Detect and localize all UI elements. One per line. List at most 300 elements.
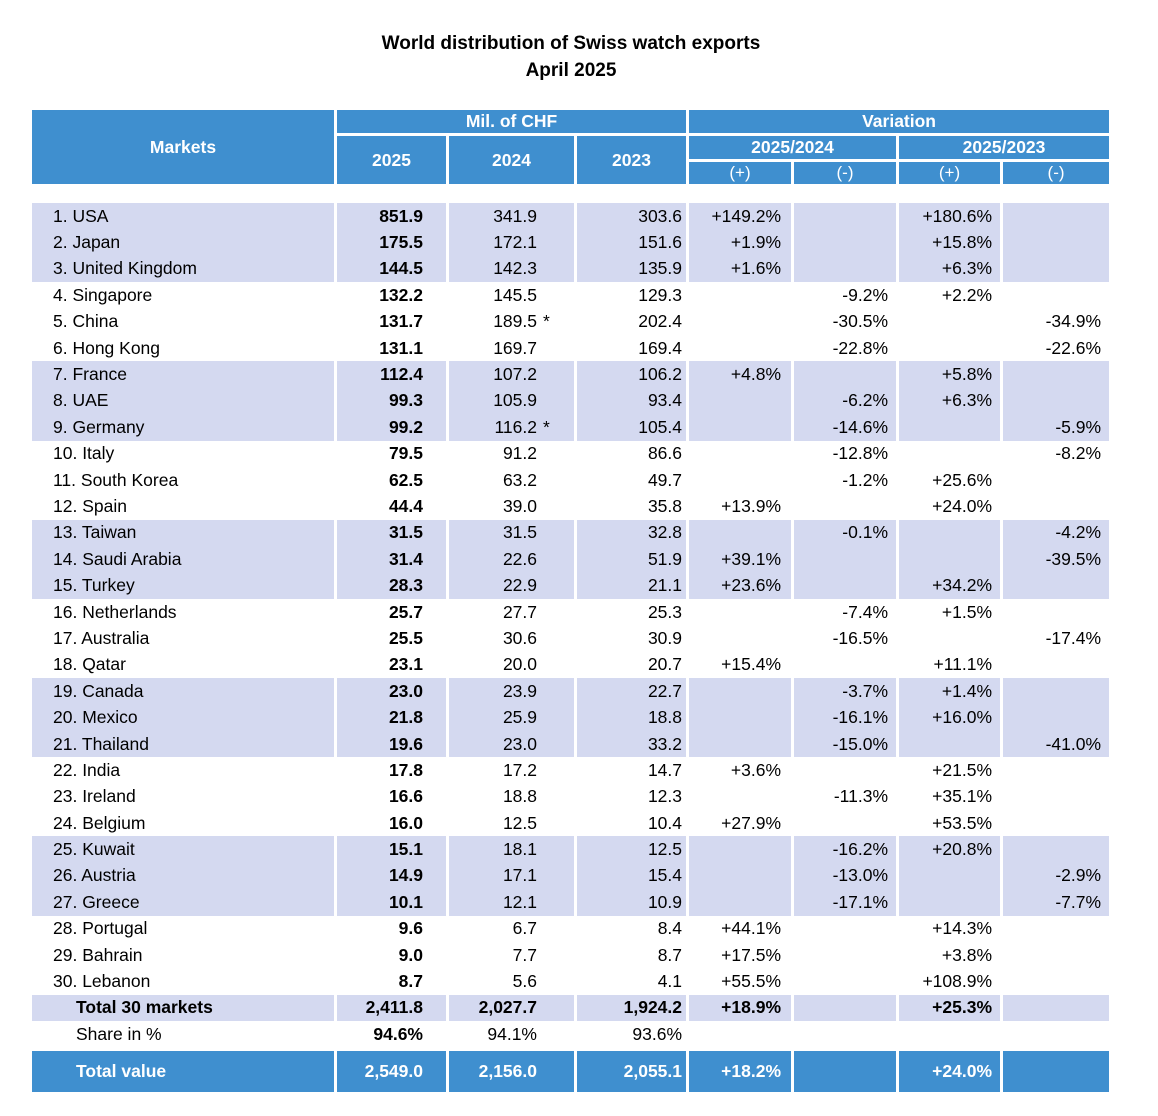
var-2023-minus	[1003, 256, 1109, 282]
var-2023-minus	[1003, 361, 1109, 387]
var-2024-minus	[794, 916, 899, 942]
share-row	[32, 1021, 1109, 1047]
value-2023: 169.4	[577, 335, 689, 361]
value-2024	[449, 889, 577, 915]
var-2024-minus: -6.2%	[794, 388, 899, 414]
value-2024-number: 12.5	[502, 812, 537, 833]
var-2024-plus	[689, 335, 794, 361]
table-row	[32, 309, 1109, 335]
var-2023-minus: -39.5%	[1003, 546, 1109, 572]
market-name: 25. Kuwait	[32, 836, 337, 862]
table-row	[32, 546, 1109, 572]
var-2023-minus	[1003, 467, 1109, 493]
value-2023: 86.6	[577, 441, 689, 467]
total-30-label: Total 30 markets	[32, 995, 337, 1021]
value-2025: 21.8	[337, 704, 449, 730]
market-name: 5. China	[32, 309, 337, 335]
value-2025: 16.6	[337, 784, 449, 810]
exports-table	[32, 110, 1109, 1092]
share-2023: 93.6%	[577, 1021, 689, 1047]
value-2025: 9.0	[337, 942, 449, 968]
var-2024-minus: -0.1%	[794, 520, 899, 546]
value-2023: 93.4	[577, 388, 689, 414]
value-2024	[449, 520, 577, 546]
value-2024	[449, 546, 577, 572]
header-var-2025-2024: 2025/2024	[689, 136, 899, 162]
var-2023-plus: +180.6%	[899, 203, 1003, 229]
var-2023-minus	[1003, 572, 1109, 598]
value-2023: 10.4	[577, 810, 689, 836]
header-minus-2024: (-)	[794, 162, 899, 187]
value-2024	[449, 942, 577, 968]
value-2025: 44.4	[337, 493, 449, 519]
value-2023: 10.9	[577, 889, 689, 915]
value-2024	[449, 599, 577, 625]
value-2025: 14.9	[337, 863, 449, 889]
value-2024-number: 22.9	[502, 575, 537, 596]
value-2025: 112.4	[337, 361, 449, 387]
var-2024-minus: -12.8%	[794, 441, 899, 467]
var-2024-minus	[794, 546, 899, 572]
header-mil-chf: Mil. of CHF	[337, 110, 689, 136]
var-2024-plus: +44.1%	[689, 916, 794, 942]
value-2023: 8.7	[577, 942, 689, 968]
total-30-var-2023-minus	[1003, 995, 1109, 1021]
value-2023: 49.7	[577, 467, 689, 493]
var-2023-minus: -41.0%	[1003, 731, 1109, 757]
var-2024-plus: +13.9%	[689, 493, 794, 519]
value-2024	[449, 704, 577, 730]
value-2023: 8.4	[577, 916, 689, 942]
total-30-2023: 1,924.2	[577, 995, 689, 1021]
table-row	[32, 599, 1109, 625]
value-2025: 9.6	[337, 916, 449, 942]
share-var-2023-plus	[899, 1021, 1003, 1047]
var-2024-plus	[689, 784, 794, 810]
var-2023-plus: +21.5%	[899, 757, 1003, 783]
asterisk-mark: *	[543, 416, 550, 437]
var-2024-plus: +17.5%	[689, 942, 794, 968]
value-2025: 851.9	[337, 203, 449, 229]
market-name: 26. Austria	[32, 863, 337, 889]
var-2024-plus	[689, 625, 794, 651]
market-name: 12. Spain	[32, 493, 337, 519]
market-name: 23. Ireland	[32, 784, 337, 810]
total-value-2024-cell	[449, 1048, 577, 1092]
market-name: 2. Japan	[32, 229, 337, 255]
var-2023-plus	[899, 625, 1003, 651]
value-2024-number: 189.5	[493, 311, 537, 332]
var-2023-plus: +20.8%	[899, 836, 1003, 862]
table-row	[32, 784, 1109, 810]
value-2024	[449, 309, 577, 335]
value-2025: 99.2	[337, 414, 449, 440]
value-2024	[449, 784, 577, 810]
market-name: 21. Thailand	[32, 731, 337, 757]
var-2023-plus	[899, 441, 1003, 467]
value-2024-number: 6.7	[512, 918, 537, 939]
value-2025: 31.4	[337, 546, 449, 572]
market-name: 1. USA	[32, 203, 337, 229]
value-2023: 15.4	[577, 863, 689, 889]
value-2024	[449, 229, 577, 255]
var-2024-minus	[794, 256, 899, 282]
var-2024-minus	[794, 203, 899, 229]
market-name: 13. Taiwan	[32, 520, 337, 546]
var-2023-minus: -5.9%	[1003, 414, 1109, 440]
value-2024	[449, 678, 577, 704]
table-row	[32, 256, 1109, 282]
value-2024	[449, 467, 577, 493]
share-2025: 94.6%	[337, 1021, 449, 1047]
var-2024-minus: -16.2%	[794, 836, 899, 862]
var-2023-minus	[1003, 282, 1109, 308]
value-2025: 28.3	[337, 572, 449, 598]
value-2024-number: 91.2	[502, 443, 537, 464]
value-2024	[449, 388, 577, 414]
table-row	[32, 810, 1109, 836]
var-2024-plus	[689, 731, 794, 757]
value-2023: 33.2	[577, 731, 689, 757]
value-2024	[449, 731, 577, 757]
var-2023-plus: +6.3%	[899, 256, 1003, 282]
value-2023: 106.2	[577, 361, 689, 387]
var-2023-minus	[1003, 599, 1109, 625]
var-2024-minus	[794, 652, 899, 678]
market-name: 29. Bahrain	[32, 942, 337, 968]
value-2025: 25.5	[337, 625, 449, 651]
header-var-2025-2023: 2025/2023	[899, 136, 1109, 162]
var-2023-plus: +11.1%	[899, 652, 1003, 678]
value-2024-number: 12.1	[502, 891, 537, 912]
market-name: 27. Greece	[32, 889, 337, 915]
var-2024-plus	[689, 889, 794, 915]
share-var-2023-minus	[1003, 1021, 1109, 1047]
header-variation: Variation	[689, 110, 1109, 136]
var-2024-minus	[794, 757, 899, 783]
value-2024-number: 23.0	[502, 733, 537, 754]
value-2025: 99.3	[337, 388, 449, 414]
value-2025: 79.5	[337, 441, 449, 467]
var-2024-plus: +39.1%	[689, 546, 794, 572]
var-2023-plus: +6.3%	[899, 388, 1003, 414]
var-2024-plus: +4.8%	[689, 361, 794, 387]
table-row	[32, 572, 1109, 598]
value-2024-number: 341.9	[493, 205, 537, 226]
var-2024-minus	[794, 493, 899, 519]
var-2023-minus	[1003, 704, 1109, 730]
value-2024	[449, 441, 577, 467]
value-2023: 32.8	[577, 520, 689, 546]
var-2023-minus	[1003, 203, 1109, 229]
var-2023-plus	[899, 335, 1003, 361]
value-2024-number: 116.2	[494, 416, 537, 437]
asterisk-mark: *	[543, 311, 550, 332]
share-2024-cell	[449, 1021, 577, 1047]
var-2023-minus	[1003, 757, 1109, 783]
total-30-var-2023-plus: +25.3%	[899, 995, 1003, 1021]
table-row	[32, 441, 1109, 467]
value-2024-number: 142.3	[493, 258, 537, 279]
value-2025: 131.1	[337, 335, 449, 361]
var-2023-plus: +1.4%	[899, 678, 1003, 704]
value-2023: 105.4	[577, 414, 689, 440]
value-2023: 151.6	[577, 229, 689, 255]
value-2024-number: 31.5	[502, 522, 537, 543]
var-2024-minus: -13.0%	[794, 863, 899, 889]
header-plus-2024: (+)	[689, 162, 794, 187]
value-2024-number: 7.7	[512, 944, 537, 965]
value-2025: 10.1	[337, 889, 449, 915]
var-2023-plus: +35.1%	[899, 784, 1003, 810]
header-markets: Markets	[32, 110, 337, 187]
value-2025: 62.5	[337, 467, 449, 493]
market-name: 28. Portugal	[32, 916, 337, 942]
value-2024	[449, 968, 577, 994]
market-name: 6. Hong Kong	[32, 335, 337, 361]
var-2024-minus	[794, 229, 899, 255]
header-year-2025: 2025	[337, 136, 449, 187]
value-2024-number: 169.7	[493, 337, 537, 358]
var-2023-plus: +25.6%	[899, 467, 1003, 493]
var-2024-minus: -30.5%	[794, 309, 899, 335]
table-row	[32, 652, 1109, 678]
var-2024-plus: +27.9%	[689, 810, 794, 836]
var-2023-minus	[1003, 652, 1109, 678]
var-2023-minus: -22.6%	[1045, 337, 1102, 358]
share-2024: 94.1%	[487, 1023, 537, 1044]
total-30-2024-cell	[449, 995, 577, 1021]
value-2024	[449, 625, 577, 651]
table-row	[32, 335, 1109, 361]
var-2023-plus: +16.0%	[899, 704, 1003, 730]
table-row	[32, 942, 1109, 968]
var-2024-plus	[689, 836, 794, 862]
table-row	[32, 203, 1109, 229]
table-row	[32, 229, 1109, 255]
var-2023-plus: +15.8%	[899, 229, 1003, 255]
var-2023-minus: -8.2%	[1055, 443, 1102, 464]
value-2023: 30.9	[577, 625, 689, 651]
value-2024	[449, 836, 577, 862]
value-2025: 31.5	[337, 520, 449, 546]
header-year-2023: 2023	[577, 136, 689, 187]
var-2024-minus: -3.7%	[794, 678, 899, 704]
value-2025: 131.7	[337, 309, 449, 335]
var-2023-minus: -4.2%	[1003, 520, 1109, 546]
value-2023: 35.8	[577, 493, 689, 519]
total-value-var-2024-minus	[794, 1048, 899, 1092]
share-var-2024-plus	[689, 1021, 794, 1047]
value-2024-number: 18.1	[502, 839, 537, 860]
var-2023-plus	[899, 309, 1003, 335]
value-2024-number: 17.1	[502, 865, 537, 886]
var-2024-plus	[689, 599, 794, 625]
market-name: 3. United Kingdom	[32, 256, 337, 282]
var-2023-minus	[1003, 942, 1109, 968]
header-year-2024: 2024	[449, 136, 577, 187]
var-2024-plus: +15.4%	[689, 652, 794, 678]
table-row	[32, 731, 1109, 757]
value-2023: 129.3	[577, 282, 689, 308]
var-2024-plus	[689, 863, 794, 889]
total-30-2025: 2,411.8	[337, 995, 449, 1021]
value-2024-number: 25.9	[502, 707, 537, 728]
report-subtitle: April 2025	[525, 60, 617, 81]
var-2023-plus: +2.2%	[899, 282, 1003, 308]
value-2024	[449, 810, 577, 836]
market-name: 10. Italy	[32, 441, 337, 467]
var-2023-plus: +1.5%	[899, 599, 1003, 625]
value-2024-number: 105.9	[493, 390, 537, 411]
var-2023-minus	[1003, 678, 1109, 704]
value-2024	[449, 572, 577, 598]
table-row	[32, 678, 1109, 704]
value-2024	[449, 361, 577, 387]
value-2024	[449, 414, 577, 440]
value-2025: 144.5	[337, 256, 449, 282]
var-2024-minus	[794, 942, 899, 968]
total-30-var-2024-minus	[794, 995, 899, 1021]
value-2025: 17.8	[337, 757, 449, 783]
total-value-2023: 2,055.1	[577, 1048, 689, 1092]
value-2025: 16.0	[337, 810, 449, 836]
var-2023-minus	[1003, 836, 1109, 862]
value-2025: 19.6	[337, 731, 449, 757]
table-row	[32, 704, 1109, 730]
table-row	[32, 968, 1109, 994]
value-2025: 15.1	[337, 836, 449, 862]
value-2024	[449, 493, 577, 519]
value-2024	[449, 863, 577, 889]
table-row	[32, 520, 1109, 546]
value-2024-number: 17.2	[502, 759, 537, 780]
var-2024-minus: -22.8%	[794, 335, 899, 361]
market-name: 24. Belgium	[32, 810, 337, 836]
value-2023: 4.1	[577, 968, 689, 994]
var-2024-minus	[794, 968, 899, 994]
market-name: 15. Turkey	[32, 572, 337, 598]
value-2024-number: 18.8	[502, 786, 537, 807]
value-2023: 135.9	[577, 256, 689, 282]
var-2024-plus	[689, 309, 794, 335]
value-2024-number: 172.1	[493, 232, 537, 253]
value-2023: 14.7	[577, 757, 689, 783]
var-2024-plus	[689, 520, 794, 546]
total-30-markets-row	[32, 995, 1109, 1021]
var-2023-plus: +24.0%	[899, 493, 1003, 519]
var-2024-plus	[689, 388, 794, 414]
value-2024-number: 63.2	[502, 469, 537, 490]
header-minus-2023: (-)	[1003, 162, 1109, 187]
var-2023-plus: +3.8%	[899, 942, 1003, 968]
var-2024-plus	[689, 282, 794, 308]
var-2024-plus: +55.5%	[689, 968, 794, 994]
total-30-2024: 2,027.7	[478, 997, 537, 1018]
value-2024-number: 30.6	[502, 627, 537, 648]
var-2024-minus: -16.1%	[794, 704, 899, 730]
table-row	[32, 863, 1109, 889]
total-value-2025: 2,549.0	[337, 1048, 449, 1092]
header-plus-2023: (+)	[899, 162, 1003, 187]
var-2024-minus	[794, 361, 899, 387]
value-2024-number: 5.6	[512, 971, 537, 992]
value-2023: 22.7	[577, 678, 689, 704]
var-2023-plus: +34.2%	[899, 572, 1003, 598]
var-2023-minus: -7.7%	[1003, 889, 1109, 915]
value-2024	[449, 335, 577, 361]
market-name: 22. India	[32, 757, 337, 783]
value-2025: 25.7	[337, 599, 449, 625]
var-2023-minus	[1003, 968, 1109, 994]
var-2023-plus	[899, 889, 1003, 915]
value-2025: 23.1	[337, 652, 449, 678]
var-2023-minus	[1003, 493, 1109, 519]
table-row	[32, 282, 1109, 308]
var-2024-plus: +1.6%	[689, 256, 794, 282]
value-2024	[449, 652, 577, 678]
market-name: 14. Saudi Arabia	[32, 546, 337, 572]
report-title: World distribution of Swiss watch exports	[381, 33, 761, 54]
var-2023-minus	[1003, 810, 1109, 836]
table-row	[32, 414, 1109, 440]
var-2023-plus: +108.9%	[899, 968, 1003, 994]
table-row	[32, 493, 1109, 519]
value-2023: 12.3	[577, 784, 689, 810]
var-2023-minus: -17.4%	[1045, 627, 1102, 648]
share-label: Share in %	[32, 1021, 337, 1047]
total-value-label: Total value	[32, 1048, 337, 1092]
var-2024-plus: +149.2%	[689, 203, 794, 229]
var-2023-plus: +53.5%	[899, 810, 1003, 836]
table-row	[32, 388, 1109, 414]
var-2023-minus	[1003, 916, 1109, 942]
share-var-2024-minus	[794, 1021, 899, 1047]
value-2025: 175.5	[337, 229, 449, 255]
var-2023-plus	[899, 414, 1003, 440]
var-2024-plus	[689, 467, 794, 493]
total-value-var-2023-minus	[1003, 1048, 1109, 1092]
total-value-2024: 2,156.0	[478, 1060, 537, 1081]
var-2024-minus: -9.2%	[794, 282, 899, 308]
value-2024-number: 23.9	[502, 680, 537, 701]
value-2024	[449, 256, 577, 282]
market-name: 11. South Korea	[32, 467, 337, 493]
var-2024-minus: -1.2%	[794, 467, 899, 493]
market-name: 20. Mexico	[32, 704, 337, 730]
table-row	[32, 836, 1109, 862]
value-2023: 18.8	[577, 704, 689, 730]
market-name: 9. Germany	[32, 414, 337, 440]
value-2024-number: 27.7	[502, 601, 537, 622]
market-name: 16. Netherlands	[32, 599, 337, 625]
table-row	[32, 757, 1109, 783]
var-2023-plus	[899, 731, 1003, 757]
total-value-var-2023-plus: +24.0%	[899, 1048, 1003, 1092]
value-2023: 51.9	[577, 546, 689, 572]
var-2024-minus: -16.5%	[794, 625, 899, 651]
total-value-var-2024-plus: +18.2%	[689, 1048, 794, 1092]
value-2024	[449, 757, 577, 783]
table-row	[32, 467, 1109, 493]
var-2024-plus	[689, 414, 794, 440]
var-2023-minus	[1003, 229, 1109, 255]
total-30-var-2024-plus: +18.9%	[689, 995, 794, 1021]
var-2023-plus	[899, 520, 1003, 546]
table-row	[32, 625, 1109, 651]
var-2024-plus	[689, 704, 794, 730]
table-row	[32, 916, 1109, 942]
